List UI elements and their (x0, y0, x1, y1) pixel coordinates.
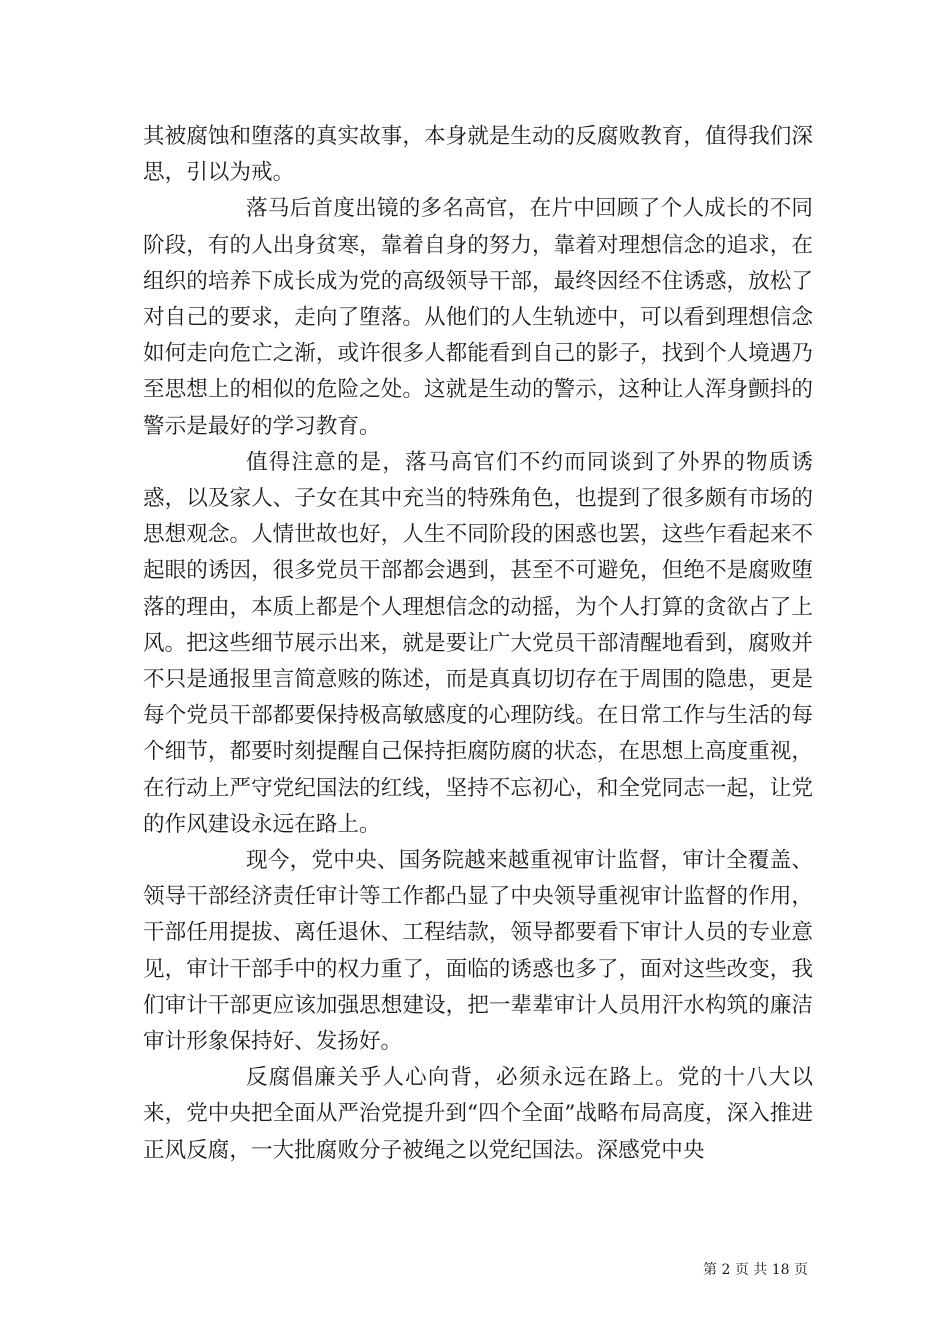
paragraph-3: 值得注意的是，落马高官们不约而同谈到了外界的物质诱惑，以及家人、子女在其中充当的特殊角色，也提到了很多颇有市场的思想观念。人情世故也好，人生不同阶段的困惑也罢，这些乍看起来不起眼的诱因，很多党员干部都会遇到，甚至不可避免，但绝不是腐败堕落的理由，本质上都是个人理想信念的动摇，为个人打算的贪欲占了上风。把这些细节展示出来，就是要让广大党员干部清醒地看到，腐败并不只是通报里言简意赅的陈述，而是真真切切存在于周围的隐患，更是每个党员干部都要保持极高敏感度的心理防线。在日常工作与生活的每个细节，都要时刻提醒自己保持拒腐防腐的状态，在思想上高度重视，在行动上严守党纪国法的红线，坚持不忘初心，和全党同志一起，让党的作风建设永远在路上。 (143, 449, 813, 837)
paragraph-1: 其被腐蚀和堕落的真实故事，本身就是生动的反腐败教育，值得我们深思，引以为戒。 (143, 124, 813, 186)
document-body (143, 119, 813, 1169)
page-number: 第 2 页 共 18 页 (703, 1262, 808, 1278)
paragraph-2: 落马后首度出镜的多名高官，在片中回顾了个人成长的不同阶段，有的人出身贫寒，靠着自身的努力，靠着对理想信念的追求，在组织的培养下成长成为党的高级领导干部，最终因经不住诱惑，放松了对自己的要求，走向了堕落。从他们的人生轨迹中，可以看到理想信念如何走向危亡之渐，或许很多人都能看到自己的影子，找到个人境遇乃至思想上的相似的危险之处。这就是生动的警示，这种让人浑身颤抖的警示是最好的学习教育。 (143, 196, 813, 439)
paragraph-4: 现今，党中央、国务院越来越重视审计监督，审计全覆盖、领导干部经济责任审计等工作都凸显了中央领导重视审计监督的作用，干部任用提拔、离任退休、工程结款，领导都要看下审计人员的专业意见，审计干部手中的权力重了，面临的诱惑也多了，面对这些改变，我们审计干部更应该加强思想建设，把一辈辈审计人员用汗水构筑的廉洁审计形象保持好、发扬好。 (143, 848, 813, 1055)
paragraph-5: 反腐倡廉关乎人心向背，必须永远在路上。党的十八大以来，党中央把全面从严治党提升到“四个全面”战略布局高度，深入推进正风反腐，一大批腐败分子被绳之以党纪国法。深感党中央 (143, 1065, 813, 1163)
